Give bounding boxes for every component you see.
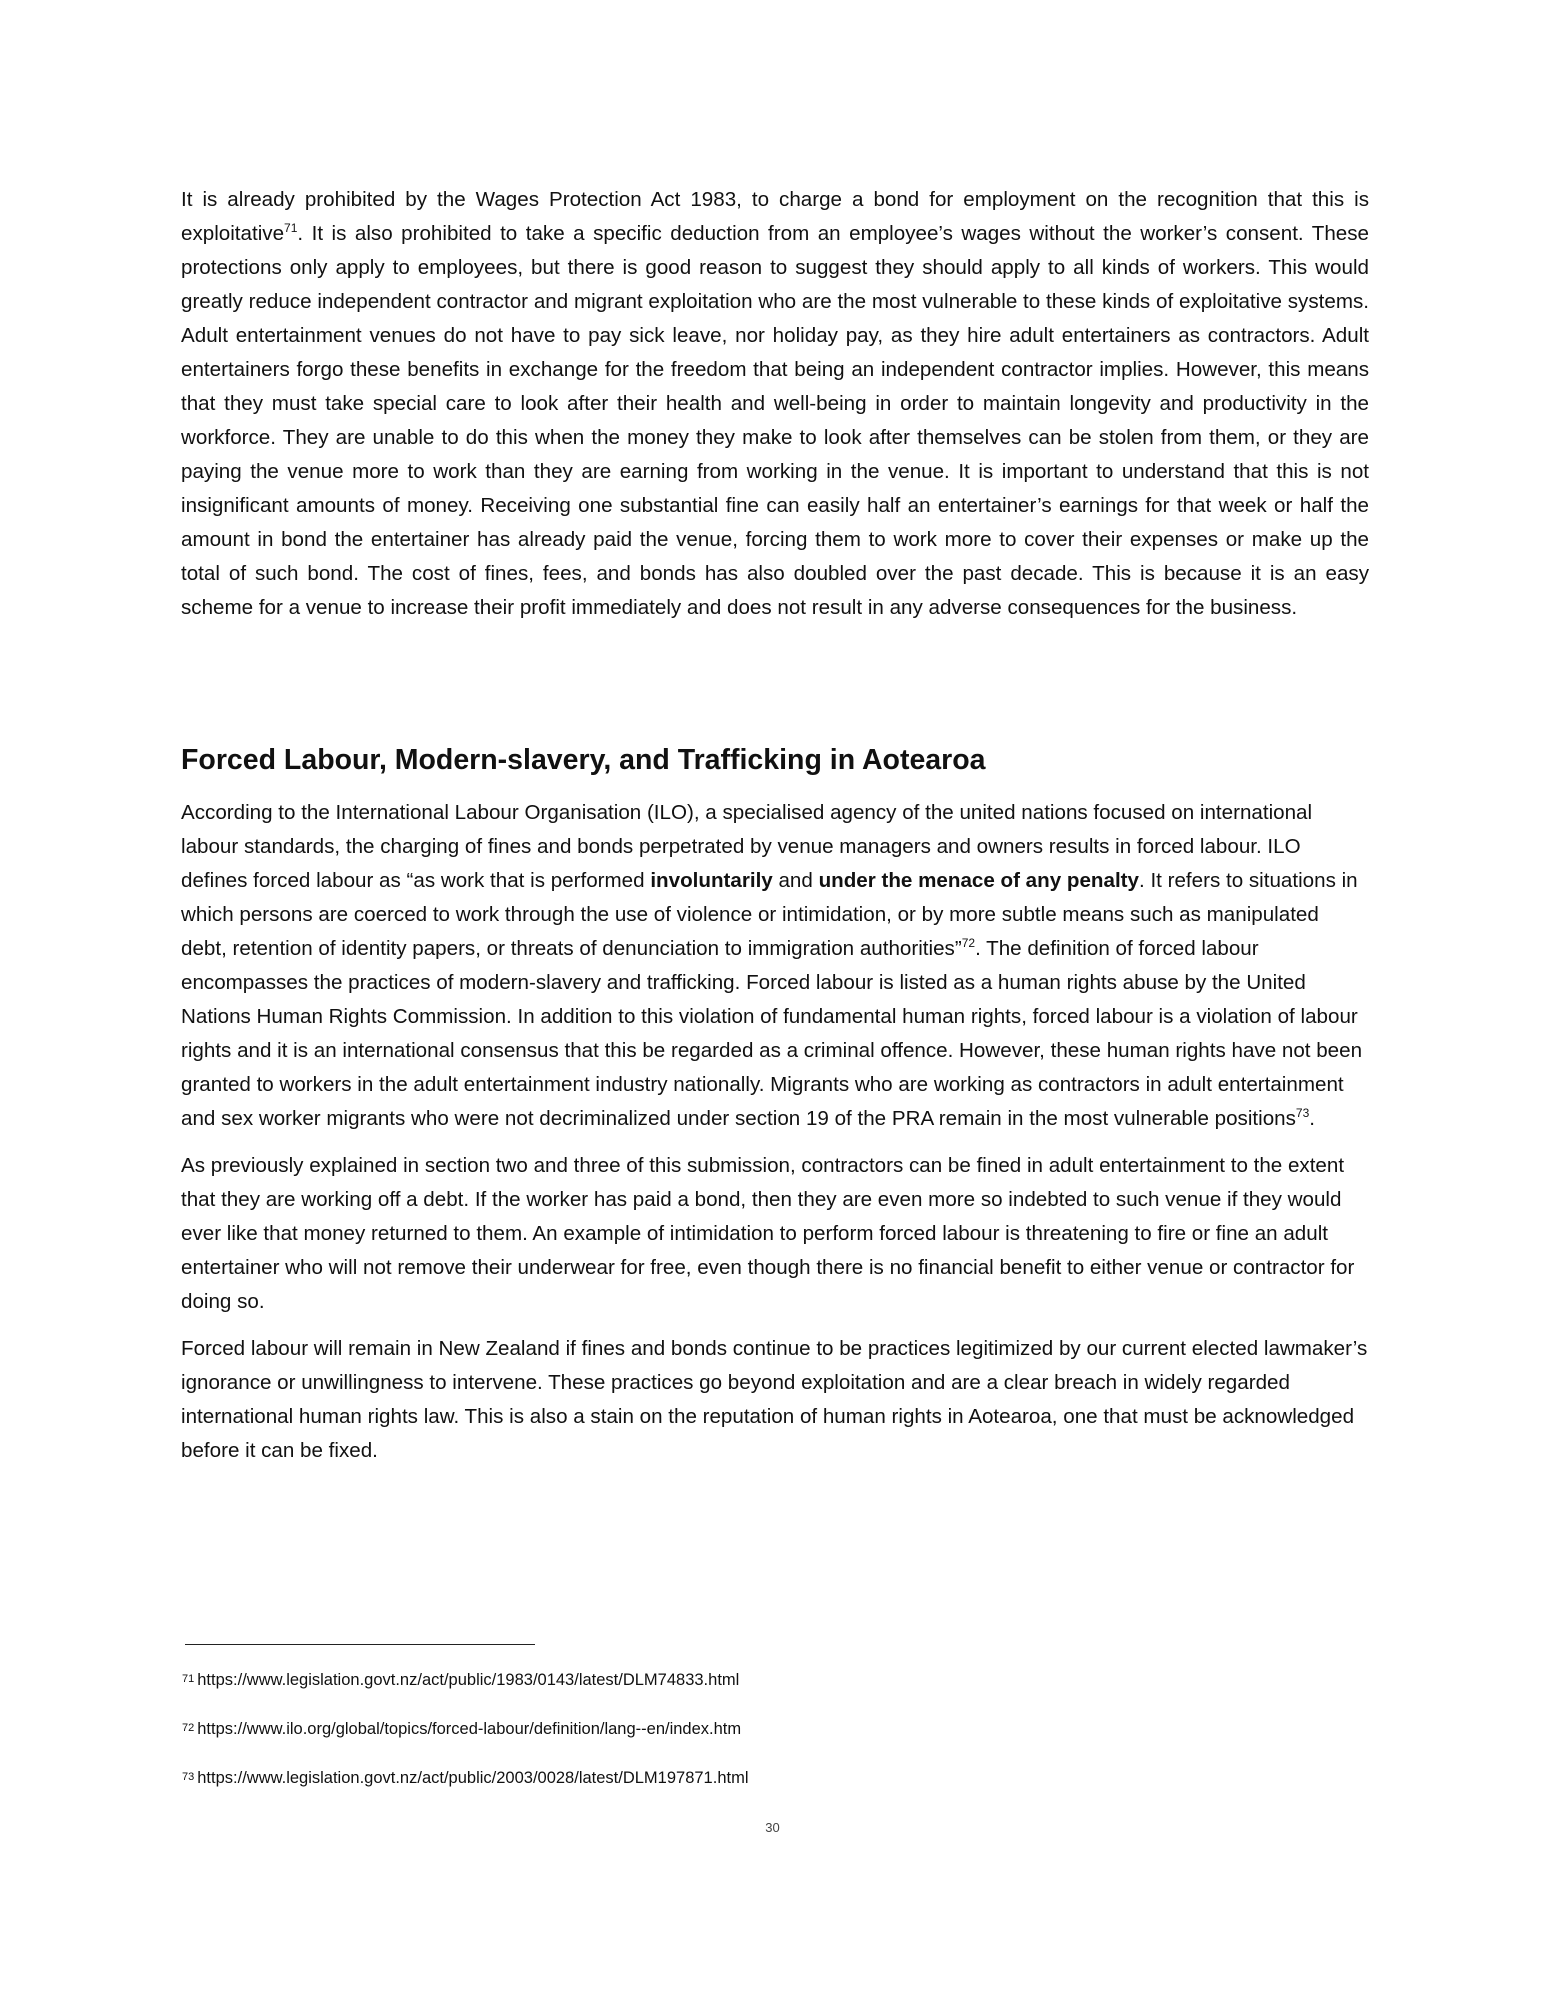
footnote-link[interactable]: https://www.legislation.govt.nz/act/public/1983/0143/latest/DLM74833.html (197, 1671, 740, 1689)
paragraph-text: . It is also prohibited to take a specific deduction from an employee’s wages without the worker’s consent. These protections only apply to employees, but there is good reason to suggest they should apply to all kinds of workers. This would greatly reduce independent contractor and migrant exploitation who are the most vulnerable to these kinds of exploitative systems. Adult entertainment venues do not have to pay sick leave, nor holiday pay, as they hire adult entertainers as contractors. Adult entertainers forgo these benefits in exchange for the freedom that being an independent contractor implies. However, this means that they must take special care to look after their health and well-being in order to maintain longevity and productivity in the workforce. They are unable to do this when the money they make to look after themselves can be stolen from them, or they are paying the venue more to work than they are earning from working in the venue. It is important to understand that this is not insignificant amounts of money. Receiving one substantial fine can easily half an entertainer’s earnings for that week or half the amount in bond the entertainer has already paid the venue, forcing them to work more to cover their expenses or make up the total of such bond. The cost of fines, fees, and bonds has also doubled over the past decade. This is because it is an easy scheme for a venue to increase their profit immediately and does not result in any adverse consequences for the business. (181, 222, 1369, 619)
footnote-71 (182, 1668, 1282, 1691)
footnote-number: 73 (182, 1771, 195, 1783)
footnote-link[interactable]: https://www.ilo.org/global/topics/forced-labour/definition/lang--en/index.htm (197, 1720, 742, 1738)
section-heading: Forced Labour, Modern-slavery, and Trafficking in Aotearoa (181, 744, 986, 776)
footnote-72 (182, 1717, 1282, 1740)
footnote-reference-73[interactable]: 73 (1295, 1106, 1310, 1121)
paragraph-ilo-definition (181, 796, 1369, 1136)
paragraph-text: . (1309, 1107, 1316, 1130)
footnote-number: 71 (182, 1673, 195, 1685)
paragraph-wages-protection (181, 183, 1369, 625)
page-number: 30 (765, 1820, 780, 1835)
paragraph-text: According to the International Labour Organisation (ILO), a specialised agency of the united nations focused on international labour standards, the charging of fines and bonds perpetrated by venue managers and owners results in forced labour. ILO defines forced labour as “as work that is performed (181, 801, 1313, 892)
footnote-divider (185, 1644, 535, 1645)
paragraph-text: . The definition of forced labour encompasses the practices of modern-slavery and trafficking. Forced labour is listed as a human rights abuse by the United Nations Human Rights Commission. In addition to this violation of fundamental human rights, forced labour is a violation of labour rights and it is an international consensus that this be regarded as a criminal offence. However, these human rights have not been granted to workers in the adult entertainment industry nationally. Migrants who are working as contractors in adult entertainment and sex worker migrants who were not decriminalized under section 19 of the PRA remain in the most vulnerable positions (181, 937, 1363, 1130)
paragraph-fines-debt: As previously explained in section two and three of this submission, contractors can be fined in adult entertainment to the extent that they are working off a debt. If the worker has paid a bond, then they are even more so indebted to such venue if they would ever like that money returned to them. An example of intimidation to perform forced labour is threatening to fire or fine an adult entertainer who will not remove their underwear for free, even though there is no financial benefit to either venue or contractor for doing so. (181, 1154, 1355, 1313)
footnote-73 (182, 1766, 1282, 1789)
section-body (181, 796, 1369, 1481)
paragraph-text: It is already prohibited by the Wages Protection Act 1983, to charge a bond for employment on the recognition that this is exploitative (181, 188, 1369, 245)
paragraph-text: and (772, 869, 819, 892)
footnote-reference-72[interactable]: 72 (961, 936, 976, 951)
footnote-number: 72 (182, 1722, 195, 1734)
footnote-link[interactable]: https://www.legislation.govt.nz/act/public/2003/0028/latest/DLM197871.html (197, 1769, 749, 1787)
bold-term-involuntarily: involuntarily (650, 869, 773, 892)
paragraph-conclusion: Forced labour will remain in New Zealand if fines and bonds continue to be practices legitimized by our current elected lawmaker’s ignorance or unwillingness to intervene. These practices go beyond exploitation and are a clear breach in widely regarded international human rights law. This is also a stain on the reputation of human rights in Aotearoa, one that must be acknowledged before it can be fixed. (181, 1337, 1368, 1462)
footnote-reference-71[interactable]: 71 (284, 221, 298, 236)
paragraph-text: . It refers to situations in which persons are coerced to work through the use of violence or intimidation, or by more subtle means such as manipulated debt, retention of identity papers, or threats of denunciation to immigration authorities” (181, 869, 1358, 960)
bold-term-menace-of-penalty: under the menace of any penalty (818, 869, 1139, 892)
